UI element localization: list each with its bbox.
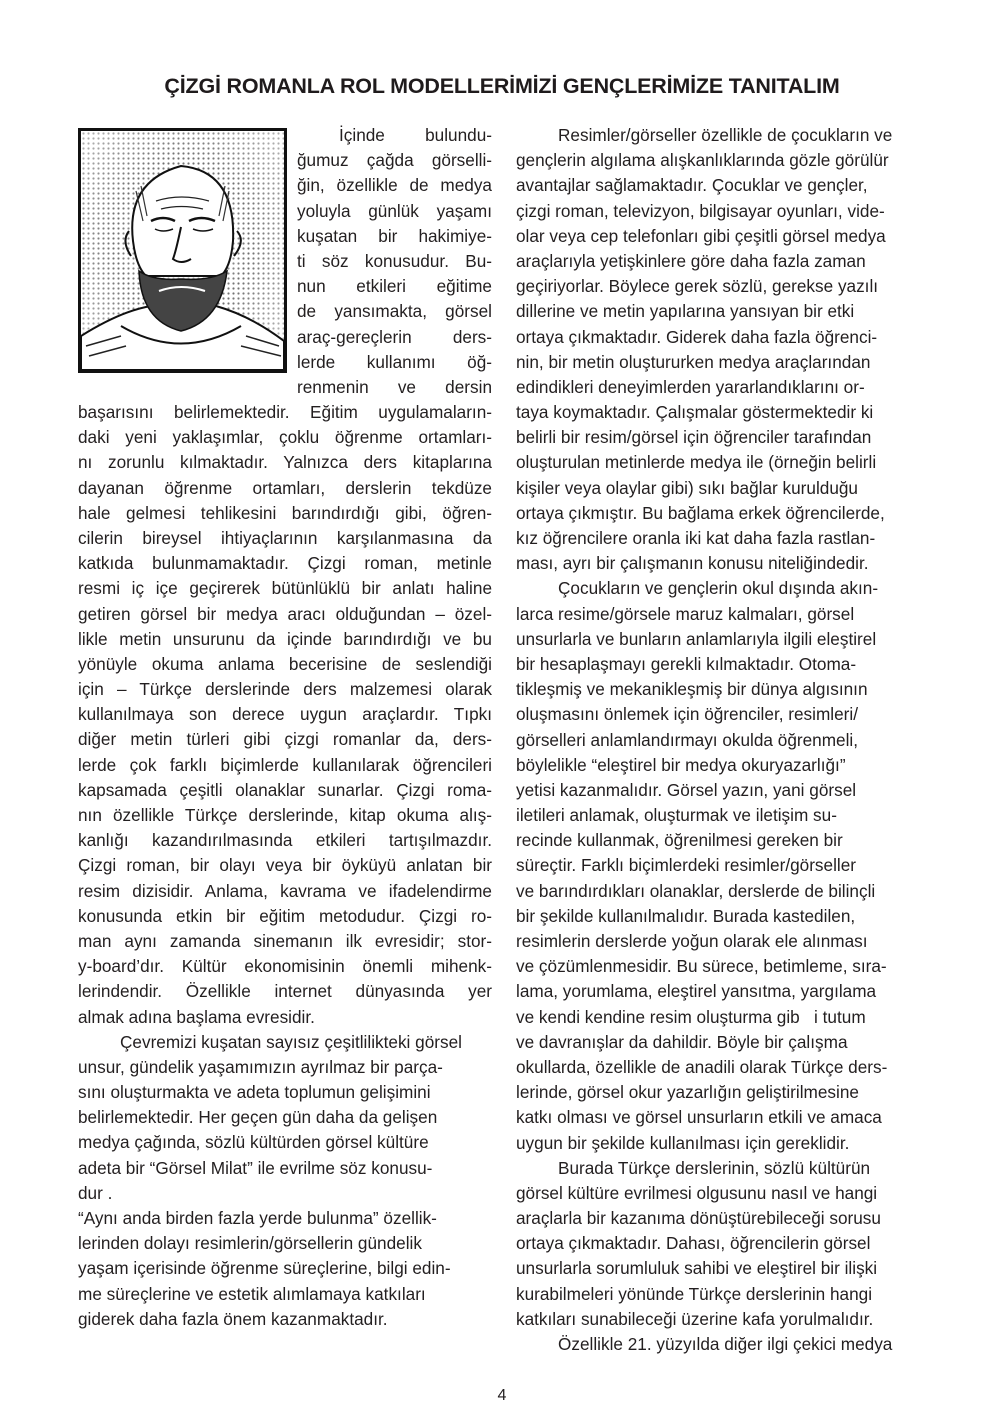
text-line: iletileri anlamak, oluşturmak ve iletişim su- — [516, 805, 837, 826]
text-line: kapsamada çeşitli olanaklar sunarlar. Çizgi roma- — [78, 779, 492, 800]
text-line: “Aynı anda birden fazla yerde bulunma” özellik- — [78, 1208, 437, 1228]
text-line: oluşmasını önlemek için öğrenciler, resimleri/ — [516, 704, 858, 725]
right-column-text — [516, 123, 928, 1357]
text-line: oluşturulan metinlerde medya ile (örneğin belirli — [516, 452, 877, 473]
text-line: Burada Türkçe derslerinin, sözlü kültürün — [558, 1157, 871, 1178]
text-line: getiren görsel bir medya aracı olduğundan – özel- — [78, 603, 492, 624]
article-title: ÇİZGİ ROMANLA ROL MODELLERİMİZİ GENÇLERİMİZE TANITALIM — [164, 74, 840, 98]
text-line: yetisi kazanmalıdır. Görsel yazın, yani görsel — [516, 779, 857, 800]
text-line: konusunda etkin bir eğitim metodudur. Çizgi ro- — [78, 905, 492, 926]
text-line: giderek daha fazla önem kazanmaktadır. — [78, 1308, 388, 1329]
text-line: ti söz konusudur. Bu- — [297, 250, 492, 271]
text-line: ve davranışlar da dahildir. Böyle bir çalışma — [516, 1031, 848, 1052]
text-line: için – Türkçe derslerinde ders malzemesi olarak — [78, 679, 492, 700]
left-column-text — [78, 400, 492, 1332]
text-line: resim dizisidir. Anlama, kavrama ve ifadelendirme — [78, 880, 492, 901]
text-line: daki yeni yaklaşımlar, çoklu öğrenme ortamları- — [78, 427, 492, 448]
text-line: araç-gereçlerin ders- — [297, 326, 492, 347]
text-line: lerinde, görsel okur yazarlığın geliştirilmesine — [516, 1082, 859, 1103]
bearded-man-portrait-icon — [81, 131, 284, 370]
text-line: dillerine ve metin yapılarına yansıyan bir etki — [516, 301, 855, 322]
text-line: unsurlarla sorumluluk sahibi ve eleştirel bir ilişki — [516, 1258, 878, 1279]
text-line: ve çözümlenmesidir. Bu sürece, betimleme, sıra- — [516, 956, 887, 977]
text-line: gençlerin algılama alışkanlıklarında gözle görülür — [516, 150, 889, 171]
left-column-wrapped-text — [297, 123, 492, 400]
text-line: yönüyle okuma anlama becerisine de seslendiği — [78, 653, 492, 674]
text-line: kullanılmaya son derece uygun araçlardır. Tıpkı — [78, 704, 492, 725]
text-line: araçlarıyla yetişkinlere göre daha fazla zaman — [516, 250, 866, 271]
portrait-illustration — [78, 128, 287, 373]
text-line: Çocukların ve gençlerin okul dışında akın- — [558, 578, 879, 599]
text-line: belirli bir resim/görsel için öğrenciler tarafından — [516, 427, 872, 448]
text-line: likle metin unsurunu da içinde barındırdığı ve bu — [78, 628, 492, 649]
text-line: araçlarla bir kazanıma dönüştürebileceği sorusu — [516, 1208, 881, 1229]
text-line: medya çağında, sözlü kültürden görsel kültüre — [78, 1132, 429, 1153]
text-line: okullarda, özellikle de anadili olarak Türkçe ders- — [516, 1056, 888, 1077]
text-line: cilerin bireysel ihtiyaçlarının karşılanmasına da — [78, 527, 492, 548]
text-line: nın özellikle Türkçe derslerinde, kitap okuma alış- — [78, 805, 492, 825]
text-line: y-board’dır. Kültür ekonomisinin önemli mihenk- — [78, 956, 492, 977]
text-line: görsel kültüre evrilmesi olgusunu nasıl ve hangi — [516, 1182, 878, 1203]
text-line: süreçtir. Farklı biçimlerdeki resimler/görseller — [516, 855, 857, 876]
text-line: edindikleri deneyimlerden yararlandıklarını or- — [516, 376, 865, 397]
text-line: recinde kullanmak, öğrenilmesi gereken bir — [516, 830, 843, 851]
text-line: ve kendi kendine resim oluşturma gib i tutum — [516, 1006, 866, 1027]
text-line: görselleri anlamlandırmayı okulda öğrenmeli, — [516, 729, 859, 750]
text-line: lama, yorumlama, eleştirel yansıtma, yargılama — [516, 981, 877, 1002]
text-line: nı zorunlu kılmaktadır. Yalnızca ders kitaplarına — [78, 452, 492, 473]
text-line: kurabilmeleri yönünde Türkçe derslerinin hangi — [516, 1283, 873, 1304]
text-line: taya koymaktadır. Çalışmalar göstermektedir ki — [516, 402, 874, 423]
text-line: avantajlar sağlamaktadır. Çocuklar ve gençler, — [516, 175, 868, 196]
text-line: böylelikle “eleştirel bir medya okuryazarlığı” — [516, 754, 846, 775]
text-line: adeta bir “Görsel Milat” ile evrilme söz konusu- — [78, 1157, 433, 1178]
text-line: resimlerin derslerde yoğun olarak ele alınması — [516, 931, 868, 951]
text-line: lerinden dolayı resimlerin/görsellerin gündelik — [78, 1233, 422, 1254]
text-line: Resimler/görseller özellikle de çocukların ve — [558, 125, 893, 145]
text-line: resmi iç içe geçirerek bütünlüklü bir anlatı haline — [78, 578, 492, 599]
text-line: me süreçlerine ve estetik alımlamaya katkıları — [78, 1283, 426, 1304]
text-line: dayanan öğrenme ortamları, derslerin tekdüze — [78, 477, 492, 498]
page-number: 4 — [497, 1387, 507, 1404]
text-line: unsur, gündelik yaşamımızın ayrılmaz bir parça- — [78, 1056, 443, 1077]
text-line: tikleşmiş ve mekanikleşmiş bir dünya algısının — [516, 679, 868, 700]
text-line: ğin, özellikle de medya — [297, 175, 492, 196]
text-line: man aynı zamanda sinemanın ilk evresidir; stor- — [78, 930, 492, 951]
text-line: uygun bir şekilde kullanılması için gereklidir. — [516, 1132, 850, 1153]
text-line: renmenin ve dersin — [297, 376, 492, 397]
text-line: Çevremizi kuşatan sayısız çeşitlilikteki görsel — [120, 1031, 462, 1052]
text-line: diğer metin türleri gibi çizgi romanlar da, ders- — [78, 729, 492, 750]
text-line: lerde çok farklı biçimlerde kullanılarak öğrencileri — [78, 754, 492, 775]
text-line: lerde kullanımı öğ- — [297, 351, 492, 372]
text-line: ortaya çıkmıştır. Bu bağlama erkek öğrencilerde, — [516, 502, 885, 523]
text-line: hale gelmesi tehlikesini barındırdığı gibi, öğren- — [78, 502, 492, 523]
text-line: kanlığı kazandırılmasında etkileri tartışılmazdır. — [78, 830, 492, 851]
text-line: olar veya cep telefonları gibi çeşitli görsel medya — [516, 225, 886, 246]
text-line: çizgi roman, televizyon, bilgisayar oyunları, vide- — [516, 200, 885, 221]
text-line: katkıda bulunmamaktadır. Çizgi roman, metinle — [78, 553, 492, 574]
text-line: ortaya çıkmaktadır. Giderek daha fazla öğrenci- — [516, 326, 878, 347]
text-line: yaşam içerisinde öğrenme süreçlerine, bilgi edin- — [78, 1258, 451, 1279]
text-line: geçiriyorlar. Böylece gerek sözlü, gerekse yazılı — [516, 276, 879, 297]
text-line: sını oluşturmakta ve adeta toplumun gelişimini — [78, 1082, 431, 1103]
text-line: belirlemektedir. Her geçen gün daha da gelişen — [78, 1107, 438, 1128]
text-line: başarısını belirlemektedir. Eğitim uygulamaların- — [78, 402, 492, 422]
text-line: kuşatan bir hakimiye- — [297, 225, 492, 246]
text-line: nun etkileri eğitime — [297, 276, 492, 297]
text-line: de yansımakta, görsel — [297, 301, 492, 322]
text-line: kişiler veya olaylar gibi) sıkı bağlar kurulduğu — [516, 477, 858, 498]
text-line: unsurlarla ve bunların anlamlarıyla ilgili eleştirel — [516, 628, 877, 649]
text-line: Çizgi roman, bir olayı veya bir öyküyü anlatan bir — [78, 855, 492, 876]
text-line: bir hesaplaşmayı gerekli kılmaktadır. Otoma- — [516, 653, 857, 674]
text-line: ve barındırdıkları olanaklar, derslerde de bilinçli — [516, 880, 876, 901]
text-line: nin, bir metin oluştururken medya araçlarından — [516, 351, 871, 372]
text-line: katkıları sunabileceği üzerine kafa yorulmalıdır. — [516, 1308, 874, 1329]
text-line: yoluyla günlük yaşamı — [297, 200, 492, 221]
text-line: dur . — [78, 1182, 113, 1203]
text-line: Özellikle 21. yüzyılda diğer ilgi çekici medya — [558, 1334, 893, 1354]
text-line: İçinde bulundu- — [339, 125, 492, 145]
text-line: larca resime/görsele maruz kalmaları, görsel — [516, 603, 855, 624]
text-line: katkı olması ve görsel unsurların etkili ve amaca — [516, 1107, 882, 1128]
text-line: kız öğrencilere oranla iki kat daha fazla rastlan- — [516, 528, 876, 548]
text-line: ması, ayrı bir çalışmanın konusu niteliğindedir. — [516, 553, 869, 574]
text-line: ortaya çıkmaktadır. Dahası, öğrencilerin görsel — [516, 1233, 871, 1254]
text-line: lerindendir. Özellikle internet dünyasında yer — [78, 981, 492, 1002]
text-line: ğumuz çağda görselli- — [297, 150, 492, 171]
text-line: bir şekilde kullanılmalıdır. Burada kastedilen, — [516, 905, 856, 926]
text-line: almak adına başlama evresidir. — [78, 1006, 315, 1027]
